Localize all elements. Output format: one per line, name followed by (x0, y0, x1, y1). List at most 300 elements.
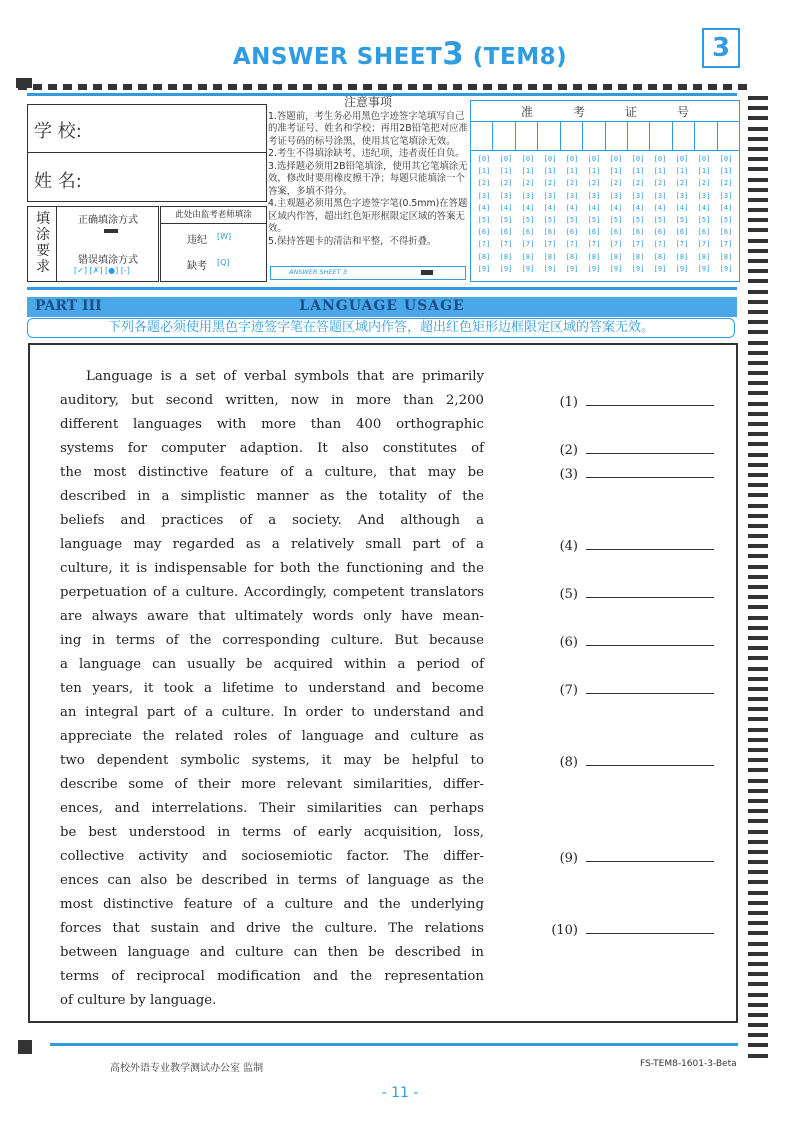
timing-mark (748, 290, 768, 294)
timing-mark (748, 1054, 768, 1058)
answer-blank[interactable] (586, 537, 714, 550)
part-bar (27, 297, 737, 317)
exam-id-bubble[interactable]: [6] (631, 228, 645, 237)
passage-line: collective activity and sociosemiotic factor. The differ- (60, 849, 484, 864)
exam-id-bubble[interactable]: [6] (499, 228, 513, 237)
exam-id-header-char: 证 (624, 104, 637, 119)
exam-id-column (671, 153, 693, 275)
passage-line: most distinctive feature of a culture and the underlying (60, 897, 484, 912)
absent-label: 缺考 (187, 261, 207, 272)
exam-id-bubble[interactable]: [0] (543, 155, 557, 163)
answer-blank[interactable] (586, 681, 714, 694)
exam-id-bubble[interactable]: [9] (499, 264, 513, 273)
exam-id-bubble[interactable]: [5] (477, 216, 491, 225)
exam-id-bubble[interactable]: [6] (543, 228, 557, 237)
passage-line: an integral part of a culture. In order to understand and (60, 705, 484, 720)
exam-id-bubble[interactable]: [7] (565, 240, 579, 249)
timing-mark (748, 504, 768, 508)
timing-mark (748, 279, 768, 283)
sheet-title (0, 36, 800, 72)
exam-id-bubble[interactable]: [6] (653, 228, 667, 237)
passage-line: different languages with more than 400 orthographic (60, 417, 484, 432)
answer-row (550, 849, 714, 866)
timing-mark (378, 84, 387, 90)
exam-id-bubble[interactable]: [2] (543, 179, 557, 188)
exam-id-bubble[interactable]: [5] (675, 216, 689, 225)
notice-item: 5.保持答题卡的清洁和平整，不得折叠。 (268, 235, 437, 247)
exam-id-bubble[interactable]: [9] (565, 264, 579, 273)
part-instruction: 下列各题必须使用黑色字迹签字笔在答题区域内作答，超出红色矩形边框限定区域的答案无效。 (27, 318, 735, 338)
notice-item: 3.选择题必须用2B铅笔填涂，使用其它笔填涂无效，修改时要用橡皮擦干净；每题只能填涂一个答案，多填不得分。 (268, 160, 468, 197)
exam-id-bubble[interactable]: [5] (543, 216, 557, 225)
exam-id-bubble[interactable]: [5] (697, 216, 711, 225)
exam-id-bubble[interactable]: [9] (719, 264, 733, 273)
timing-mark (748, 880, 768, 884)
exam-id-bubble[interactable]: [6] (521, 228, 535, 237)
exam-id-bubble[interactable]: [0] (631, 155, 645, 163)
timing-mark (748, 198, 768, 202)
exam-id-bubble[interactable]: [1] (653, 167, 667, 176)
timing-mark (748, 228, 768, 232)
exam-id-bubble[interactable]: [3] (565, 191, 579, 200)
timing-mark (48, 84, 57, 90)
passage-line: appreciate the related roles of language and culture as (60, 729, 484, 744)
school-label: 学 校: (34, 121, 82, 142)
exam-id-header-char: 号 (676, 104, 689, 119)
passage-line: are always aware that ultimately words only have mean- (60, 609, 484, 624)
exam-id-bubble[interactable]: [5] (653, 216, 667, 225)
exam-id-bubble[interactable]: [6] (477, 228, 491, 237)
answer-label: (8) (559, 755, 578, 770)
title-prefix: ANSWER SHEET (232, 44, 443, 70)
exam-id-bubble[interactable]: [5] (631, 216, 645, 225)
timing-mark (648, 84, 657, 90)
timing-mark (748, 473, 768, 477)
timing-mark (748, 351, 768, 355)
notice-item: 2.考生不得填涂缺考、违纪项，违者责任自负。 (268, 148, 465, 159)
passage-line: of culture by language. (60, 993, 217, 1008)
exam-id-bubble[interactable]: [2] (653, 179, 667, 188)
exam-id-bubble[interactable]: [8] (565, 252, 579, 261)
timing-mark (748, 717, 768, 721)
timing-mark (748, 616, 768, 620)
answer-row (550, 393, 714, 410)
exam-id-bubble[interactable]: [7] (719, 240, 733, 249)
timing-mark (348, 84, 357, 90)
answer-blank[interactable] (586, 921, 714, 934)
timing-mark (303, 84, 312, 90)
exam-id-bubble[interactable]: [1] (609, 167, 623, 176)
answer-blank[interactable] (586, 633, 714, 646)
exam-id-bubble[interactable]: [8] (631, 252, 645, 261)
exam-id-bubble[interactable]: [7] (477, 240, 491, 249)
exam-id-bubble[interactable]: [5] (609, 216, 623, 225)
exam-id-header-char: 准 (520, 104, 533, 119)
timing-mark (748, 697, 768, 701)
exam-id-bubble[interactable]: [8] (653, 252, 667, 261)
timing-mark (748, 779, 768, 783)
exam-id-bubble[interactable]: [7] (521, 240, 535, 249)
timing-mark (693, 84, 702, 90)
exam-id-bubble[interactable]: [4] (477, 203, 491, 212)
timing-mark (748, 738, 768, 742)
answer-blank[interactable] (586, 465, 714, 478)
exam-id-bubble[interactable]: [0] (675, 155, 689, 163)
exam-id-header (471, 101, 739, 122)
timing-mark (748, 116, 768, 120)
exam-id-cell[interactable] (583, 122, 605, 150)
exam-id-bubble[interactable]: [4] (565, 203, 579, 212)
exam-id-bubble[interactable]: [5] (719, 216, 733, 225)
exam-id-bubble[interactable]: [3] (631, 191, 645, 200)
timing-mark (748, 870, 768, 874)
part-label: PART III (35, 298, 102, 314)
exam-id-bubble[interactable]: [4] (543, 203, 557, 212)
exam-id-bubble[interactable]: [8] (477, 252, 491, 261)
timing-mark (748, 391, 768, 395)
timing-mark (748, 341, 768, 345)
exam-id-bubble[interactable]: [8] (697, 252, 711, 261)
exam-id-bubble[interactable]: [7] (587, 240, 601, 249)
passage (60, 365, 484, 1013)
exam-id-bubble[interactable]: [7] (543, 240, 557, 249)
exam-id-bubble[interactable]: [6] (675, 228, 689, 237)
answer-label: (2) (559, 443, 578, 458)
exam-id-bubble[interactable]: [4] (609, 203, 623, 212)
exam-id-bubble[interactable]: [8] (609, 252, 623, 261)
timing-mark (748, 208, 768, 212)
timing-mark (748, 330, 768, 334)
timing-mark (748, 575, 768, 579)
passage-line: beliefs and practices of a society. And although a (60, 513, 484, 528)
fill-req-char: 涂 (36, 227, 50, 243)
title-suffix: (TEM8) (472, 44, 568, 70)
timing-mark (748, 320, 768, 324)
timing-mark (748, 167, 768, 171)
exam-id-bubble[interactable]: [2] (675, 179, 689, 188)
timing-mark (748, 463, 768, 467)
timing-mark (183, 84, 192, 90)
exam-id-bubble[interactable]: [4] (499, 203, 513, 212)
exam-id-bubble[interactable]: [8] (499, 252, 513, 261)
answer-label: (1) (559, 395, 578, 410)
exam-id-bubble[interactable]: [9] (543, 264, 557, 273)
exam-id-bubble[interactable]: [3] (719, 191, 733, 200)
timing-mark (748, 667, 768, 671)
proctor-label: 此处由监考老师填涂 (161, 207, 266, 224)
answer-blank[interactable] (586, 849, 714, 862)
passage-line: language may regarded as a relatively small part of a (60, 537, 484, 552)
exam-id-bubble[interactable]: [7] (499, 240, 513, 249)
exam-id-cell[interactable] (628, 122, 650, 150)
exam-id-bubble[interactable]: [2] (477, 179, 491, 188)
exam-id-bubble[interactable]: [9] (521, 264, 535, 273)
passage-line: two dependent symbolic systems, it may be helpful to (60, 753, 484, 768)
timing-mark (748, 819, 768, 823)
exam-id-bubble[interactable]: [2] (565, 179, 579, 188)
timing-mark (748, 840, 768, 844)
timing-mark (273, 84, 282, 90)
exam-id-bubble[interactable]: [3] (653, 191, 667, 200)
answer-blank[interactable] (586, 441, 714, 454)
timing-mark (153, 84, 162, 90)
timing-mark (748, 595, 768, 599)
exam-id-bubble[interactable]: [1] (543, 167, 557, 176)
exam-id-bubbles (471, 151, 739, 277)
exam-id-bubble[interactable]: [1] (719, 167, 733, 176)
exam-id-bubble[interactable]: [6] (565, 228, 579, 237)
passage-line: describe some of their more relevant similarities, differ- (60, 777, 484, 792)
exam-id-bubble[interactable]: [9] (697, 264, 711, 273)
exam-id-column (715, 153, 737, 275)
timing-mark (748, 799, 768, 803)
exam-id-bubble[interactable]: [5] (521, 216, 535, 225)
timing-mark (748, 249, 768, 253)
exam-id-bubble[interactable]: [4] (521, 203, 535, 212)
exam-id-cell[interactable] (695, 122, 717, 150)
exam-id-bubble[interactable]: [9] (653, 264, 667, 273)
timing-mark (603, 84, 612, 90)
exam-id-column (495, 153, 517, 275)
exam-id-bubble[interactable]: [0] (653, 155, 667, 163)
timing-mark (748, 544, 768, 548)
exam-id-bubble[interactable]: [4] (697, 203, 711, 212)
answer-blank[interactable] (586, 585, 714, 598)
answer-row (550, 441, 714, 458)
exam-id-bubble[interactable]: [4] (719, 203, 733, 212)
exam-id-bubble[interactable]: [2] (587, 179, 601, 188)
exam-id-bubble[interactable]: [1] (631, 167, 645, 176)
exam-id-bubble[interactable]: [1] (521, 167, 535, 176)
exam-id-bubble[interactable]: [9] (477, 264, 491, 273)
timing-mark (33, 84, 42, 90)
part-title: LANGUAGE USAGE (299, 298, 465, 314)
timing-mark (748, 534, 768, 538)
passage-line: ten years, it took a lifetime to understand and become (60, 681, 484, 696)
timing-mark (748, 891, 768, 895)
answer-row (550, 753, 714, 770)
sheet-number-badge: 3 (702, 28, 740, 68)
exam-id-column (693, 153, 715, 275)
exam-id-bubble[interactable]: [0] (477, 155, 491, 163)
timing-mark (748, 188, 768, 192)
exam-id-bubble[interactable]: [3] (675, 191, 689, 200)
timing-mark (748, 636, 768, 640)
timing-mark (748, 493, 768, 497)
title-number: 3 (442, 36, 465, 72)
exam-id-column (561, 153, 583, 275)
exam-id-bubble[interactable]: [5] (587, 216, 601, 225)
exam-id-bubble[interactable]: [3] (499, 191, 513, 200)
passage-line: described in a simplistic manner as the totality of the (60, 489, 484, 504)
exam-id-bubble[interactable]: [6] (587, 228, 601, 237)
exam-id-bubble[interactable]: [8] (543, 252, 557, 261)
divider (56, 207, 57, 281)
timing-mark (573, 84, 582, 90)
exam-id-bubble[interactable]: [4] (631, 203, 645, 212)
timing-mark (438, 84, 447, 90)
notice-panel (268, 96, 468, 248)
timing-mark (168, 84, 177, 90)
timing-mark (748, 432, 768, 436)
exam-id-bubble[interactable]: [8] (587, 252, 601, 261)
passage-line: between language and culture can then be described in (60, 945, 484, 960)
exam-id-bubble[interactable]: [7] (609, 240, 623, 249)
timing-mark (748, 310, 768, 314)
timing-mark (288, 84, 297, 90)
exam-id-bubble[interactable]: [1] (477, 167, 491, 176)
exam-id-bubble[interactable]: [1] (675, 167, 689, 176)
exam-id-bubble[interactable]: [7] (653, 240, 667, 249)
timing-mark (258, 84, 267, 90)
answer-row (550, 465, 714, 482)
answer-label: (7) (559, 683, 578, 698)
exam-id-bubble[interactable]: [3] (543, 191, 557, 200)
exam-id-cell[interactable] (606, 122, 628, 150)
timing-marks-right (748, 96, 768, 1071)
passage-line: a language can usually be acquired within a period of (60, 657, 484, 672)
fill-req-char: 求 (36, 259, 50, 275)
passage-line: perpetuation of a culture. Accordingly, competent translators (60, 585, 484, 600)
exam-id-bubble[interactable]: [7] (631, 240, 645, 249)
wrong-fill-samples: [✓] [✗] [●] [-] (74, 266, 130, 275)
exam-id-cell[interactable] (538, 122, 560, 150)
exam-id-column (627, 153, 649, 275)
exam-id-bubble[interactable]: [7] (697, 240, 711, 249)
exam-id-bubble[interactable]: [2] (719, 179, 733, 188)
exam-id-cell[interactable] (673, 122, 695, 150)
exam-id-bubble[interactable]: [1] (499, 167, 513, 176)
timing-mark (738, 84, 747, 90)
exam-id-bubble[interactable]: [2] (499, 179, 513, 188)
timing-mark (748, 789, 768, 793)
timing-mark (748, 585, 768, 589)
exam-id-header-char: 考 (572, 104, 585, 119)
exam-id-bubble[interactable]: [1] (587, 167, 601, 176)
answer-label: (9) (559, 851, 578, 866)
absent-bubble[interactable]: [Q] (217, 258, 230, 267)
timing-mark (723, 84, 732, 90)
timing-mark (633, 84, 642, 90)
answer-label: (10) (551, 923, 578, 938)
exam-id-bubble[interactable]: [9] (609, 264, 623, 273)
exam-id-column (583, 153, 605, 275)
exam-id-bubble[interactable]: [3] (521, 191, 535, 200)
exam-id-bubble[interactable]: [3] (609, 191, 623, 200)
exam-id-bubble[interactable]: [9] (587, 264, 601, 273)
exam-id-cell[interactable] (516, 122, 538, 150)
exam-id-bubble[interactable]: [2] (631, 179, 645, 188)
exam-id-bubble[interactable]: [7] (675, 240, 689, 249)
exam-id-bubble[interactable]: [0] (609, 155, 623, 163)
answer-row (550, 633, 714, 650)
violation-label: 违纪 (187, 235, 207, 246)
school-name-box (27, 104, 267, 202)
timing-mark (748, 137, 768, 141)
exam-id-bubble[interactable]: [2] (609, 179, 623, 188)
exam-id-bubble[interactable]: [2] (521, 179, 535, 188)
timing-mark (748, 524, 768, 528)
exam-id-bubble[interactable]: [0] (719, 155, 733, 163)
exam-id-bubble[interactable]: [9] (675, 264, 689, 273)
exam-id-bubble[interactable]: [9] (631, 264, 645, 273)
exam-id-bubble[interactable]: [4] (675, 203, 689, 212)
answer-blank[interactable] (586, 393, 714, 406)
timing-mark (748, 748, 768, 752)
timing-mark (748, 830, 768, 834)
timing-mark (748, 952, 768, 956)
timing-mark (748, 962, 768, 966)
exam-id-cell[interactable] (471, 122, 493, 150)
exam-id-bubble[interactable]: [0] (587, 155, 601, 163)
exam-id-bubble[interactable]: [4] (587, 203, 601, 212)
timing-mark (63, 84, 72, 90)
timing-mark (483, 84, 492, 90)
exam-id-bubble[interactable]: [2] (697, 179, 711, 188)
violation-bubble[interactable]: [W] (217, 232, 232, 241)
passage-line: be best understood in terms of early acquisition, loss, (60, 825, 484, 840)
timing-mark (748, 1013, 768, 1017)
exam-id-bubble[interactable]: [0] (565, 155, 579, 163)
timing-mark (123, 84, 132, 90)
wrong-fill-label: 错误填涂方式 (78, 255, 138, 266)
exam-id-bubble[interactable]: [6] (697, 228, 711, 237)
timing-mark (748, 646, 768, 650)
timing-mark (748, 809, 768, 813)
timing-mark (708, 84, 717, 90)
exam-id-cell[interactable] (493, 122, 515, 150)
footer-office: 高校外语专业教学测试办公室 监制 (110, 1063, 264, 1074)
exam-id-bubble[interactable]: [8] (521, 252, 535, 261)
timing-mark (198, 84, 207, 90)
timing-mark (748, 687, 768, 691)
exam-id-cell[interactable] (561, 122, 583, 150)
answer-blank[interactable] (586, 753, 714, 766)
exam-id-bubble[interactable]: [8] (675, 252, 689, 261)
passage-line: systems for computer adaption. It also constitutes of (60, 441, 484, 456)
exam-id-bubble[interactable]: [5] (499, 216, 513, 225)
answer-label: (5) (559, 587, 578, 602)
exam-id-bubble[interactable]: [0] (521, 155, 535, 163)
exam-id-bubble[interactable]: [4] (653, 203, 667, 212)
exam-id-bubble[interactable]: [3] (587, 191, 601, 200)
exam-id-bubble[interactable]: [8] (719, 252, 733, 261)
timing-mark (748, 565, 768, 569)
exam-id-bubble[interactable]: [1] (697, 167, 711, 176)
exam-id-bubble[interactable]: [0] (499, 155, 513, 163)
exam-id-bubble[interactable]: [5] (565, 216, 579, 225)
fill-req-char: 填 (36, 211, 50, 227)
exam-id-bubble[interactable]: [3] (697, 191, 711, 200)
timing-mark (663, 84, 672, 90)
exam-id-bubble[interactable]: [1] (565, 167, 579, 176)
exam-id-cell[interactable] (718, 122, 739, 150)
exam-id-bubble[interactable]: [3] (477, 191, 491, 200)
timing-mark (748, 1043, 768, 1047)
sheet-tag-box (270, 266, 466, 280)
exam-id-bubble[interactable]: [6] (609, 228, 623, 237)
timing-mark (213, 84, 222, 90)
timing-mark (363, 84, 372, 90)
exam-id-bubble[interactable]: [0] (697, 155, 711, 163)
sheet-tag: ANSWER SHEET 3 (289, 268, 347, 276)
exam-id-bubble[interactable]: [6] (719, 228, 733, 237)
exam-id-cell[interactable] (650, 122, 672, 150)
timing-mark (748, 259, 768, 263)
part-divider (27, 287, 737, 290)
passage-line: the most distinctive feature of a culture, that may be (60, 465, 484, 480)
timing-mark (748, 605, 768, 609)
